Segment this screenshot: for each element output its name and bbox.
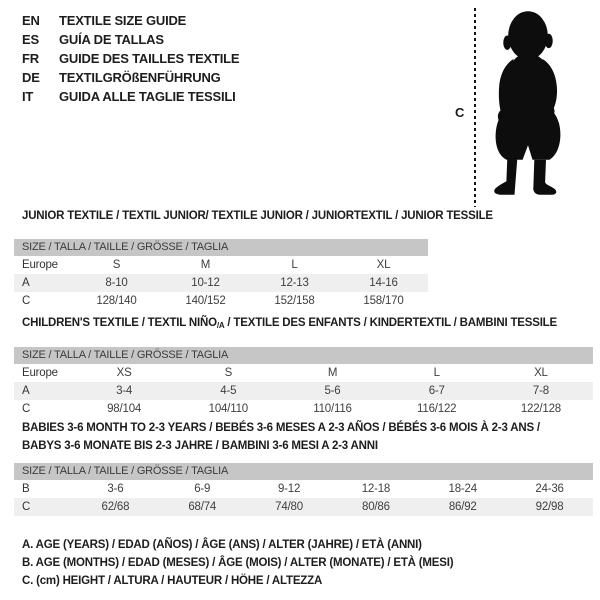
size-cell: XL bbox=[534, 367, 548, 379]
size-cell: XS bbox=[116, 367, 132, 379]
table-row-height bbox=[14, 498, 593, 516]
size-cell: L bbox=[291, 259, 298, 271]
age-cell: 12-18 bbox=[361, 483, 391, 495]
height-label-c: C bbox=[455, 105, 465, 120]
size-header-row: SIZE / TALLA / TAILLE / GRÖSSE / TAGLIA bbox=[14, 347, 593, 364]
language-row-es bbox=[22, 30, 239, 49]
size-cell: S bbox=[224, 367, 233, 379]
row-label: C bbox=[22, 501, 31, 513]
junior-size-table bbox=[14, 239, 428, 310]
age-cell: 9-12 bbox=[277, 483, 301, 495]
height-cell: 158/170 bbox=[363, 295, 404, 307]
row-label: A bbox=[22, 277, 30, 289]
section-title-line2: BABYS 3-6 MONATE BIS 2-3 JAHRE / BAMBINI 3-6 MESI A 2-3 ANNI bbox=[22, 440, 378, 452]
age-cell: 6-9 bbox=[194, 483, 211, 495]
height-cell: 128/140 bbox=[96, 295, 137, 307]
age-cell: 14-16 bbox=[369, 277, 398, 289]
note-age-months: B. AGE (MONTHS) / EDAD (MESES) / ÂGE (MOIS) / ALTER (MONATE) / ETÀ (MESI) bbox=[22, 557, 454, 569]
height-measure-line bbox=[474, 8, 476, 207]
language-list bbox=[22, 11, 239, 106]
height-cell: 152/158 bbox=[274, 295, 315, 307]
language-label: GUÍA DE TALLAS bbox=[59, 32, 164, 47]
row-label: Europe bbox=[22, 367, 58, 379]
section-title-line1: BABIES 3-6 MONTH TO 2-3 YEARS / BEBÉS 3-6 MESES A 2-3 AÑOS / BÉBÉS 3-6 MOIS À 2-3 ANS / bbox=[22, 422, 540, 434]
table-row-age bbox=[14, 382, 593, 400]
height-cell: 104/110 bbox=[208, 403, 248, 415]
age-cell: 7-8 bbox=[532, 385, 549, 397]
language-row-it bbox=[22, 87, 239, 106]
age-cell: 18-24 bbox=[448, 483, 477, 495]
children-size-table bbox=[14, 347, 593, 418]
age-cell: 5-6 bbox=[324, 385, 341, 397]
legend-notes bbox=[22, 536, 453, 590]
note-height-cm: C. (cm) HEIGHT / ALTURA / HAUTEUR / HÖHE / ALTEZZA bbox=[22, 575, 323, 587]
size-cell: S bbox=[112, 259, 121, 271]
row-label: C bbox=[22, 295, 31, 307]
section-title-babies bbox=[22, 419, 582, 455]
row-label: B bbox=[22, 483, 30, 495]
height-cell: 140/152 bbox=[185, 295, 226, 307]
height-cell: 74/80 bbox=[275, 501, 303, 513]
table-row-age bbox=[14, 274, 428, 292]
age-cell: 8-10 bbox=[105, 277, 128, 289]
language-row-de bbox=[22, 68, 239, 87]
height-cell: 116/122 bbox=[417, 403, 457, 415]
language-code: EN bbox=[22, 13, 40, 28]
height-cell: 98/104 bbox=[107, 403, 142, 415]
language-row-en bbox=[22, 11, 239, 30]
babies-size-table bbox=[14, 463, 593, 516]
height-cell: 86/92 bbox=[448, 501, 477, 513]
age-cell: 3-6 bbox=[107, 483, 124, 495]
age-cell: 10-12 bbox=[191, 277, 220, 289]
language-label: TEXTILE SIZE GUIDE bbox=[59, 13, 187, 28]
size-cell: M bbox=[200, 259, 211, 271]
table-row-europe bbox=[14, 256, 428, 274]
subscript-a: /A bbox=[216, 321, 225, 330]
language-row-fr bbox=[22, 49, 239, 68]
size-cell: M bbox=[327, 367, 338, 379]
size-cell: L bbox=[433, 367, 440, 379]
language-label: GUIDE DES TAILLES TEXTILE bbox=[59, 51, 240, 66]
age-cell: 4-5 bbox=[220, 385, 237, 397]
age-cell: 24-36 bbox=[535, 483, 564, 495]
baby-silhouette-image bbox=[483, 7, 573, 208]
row-label: C bbox=[22, 403, 31, 415]
age-cell: 6-7 bbox=[428, 385, 445, 397]
table-row-height bbox=[14, 400, 593, 418]
height-cell: 110/116 bbox=[313, 403, 352, 415]
table-row-age-months bbox=[14, 480, 593, 498]
section-title-junior: JUNIOR TEXTILE / TEXTIL JUNIOR/ TEXTILE JUNIOR / JUNIORTEXTIL / JUNIOR TESSILE bbox=[22, 210, 493, 222]
table-row-europe bbox=[14, 364, 593, 382]
height-cell: 92/98 bbox=[535, 501, 564, 513]
age-cell: 12-13 bbox=[280, 277, 309, 289]
height-cell: 68/74 bbox=[188, 501, 217, 513]
size-header-row: SIZE / TALLA / TAILLE / GRÖSSE / TAGLIA bbox=[14, 239, 428, 256]
height-cell: 62/68 bbox=[101, 501, 130, 513]
row-label: A bbox=[22, 385, 30, 397]
table-row-height bbox=[14, 292, 428, 310]
language-code: ES bbox=[22, 32, 39, 47]
size-cell: XL bbox=[376, 259, 391, 271]
row-label: Europe bbox=[22, 259, 58, 271]
language-code: IT bbox=[22, 89, 34, 104]
language-label: GUIDA ALLE TAGLIE TESSILI bbox=[59, 89, 236, 104]
note-age-years: A. AGE (YEARS) / EDAD (AÑOS) / ÂGE (ANS) / ALTER (JAHRE) / ETÀ (ANNI) bbox=[22, 539, 422, 551]
language-code: DE bbox=[22, 70, 40, 85]
height-cell: 122/128 bbox=[520, 403, 561, 415]
section-title-children: CHILDREN'S TEXTILE / TEXTIL NIÑO/A / TEXTILE DES ENFANTS / KINDERTEXTIL / BAMBINI TESSILE bbox=[22, 317, 557, 330]
language-label: TEXTILGRÖßENFÜHRUNG bbox=[59, 70, 221, 85]
language-code: FR bbox=[22, 51, 39, 66]
height-cell: 80/86 bbox=[362, 501, 390, 513]
age-cell: 3-4 bbox=[116, 385, 133, 397]
size-header-row: SIZE / TALLA / TAILLE / GRÖSSE / TAGLIA bbox=[14, 463, 593, 480]
